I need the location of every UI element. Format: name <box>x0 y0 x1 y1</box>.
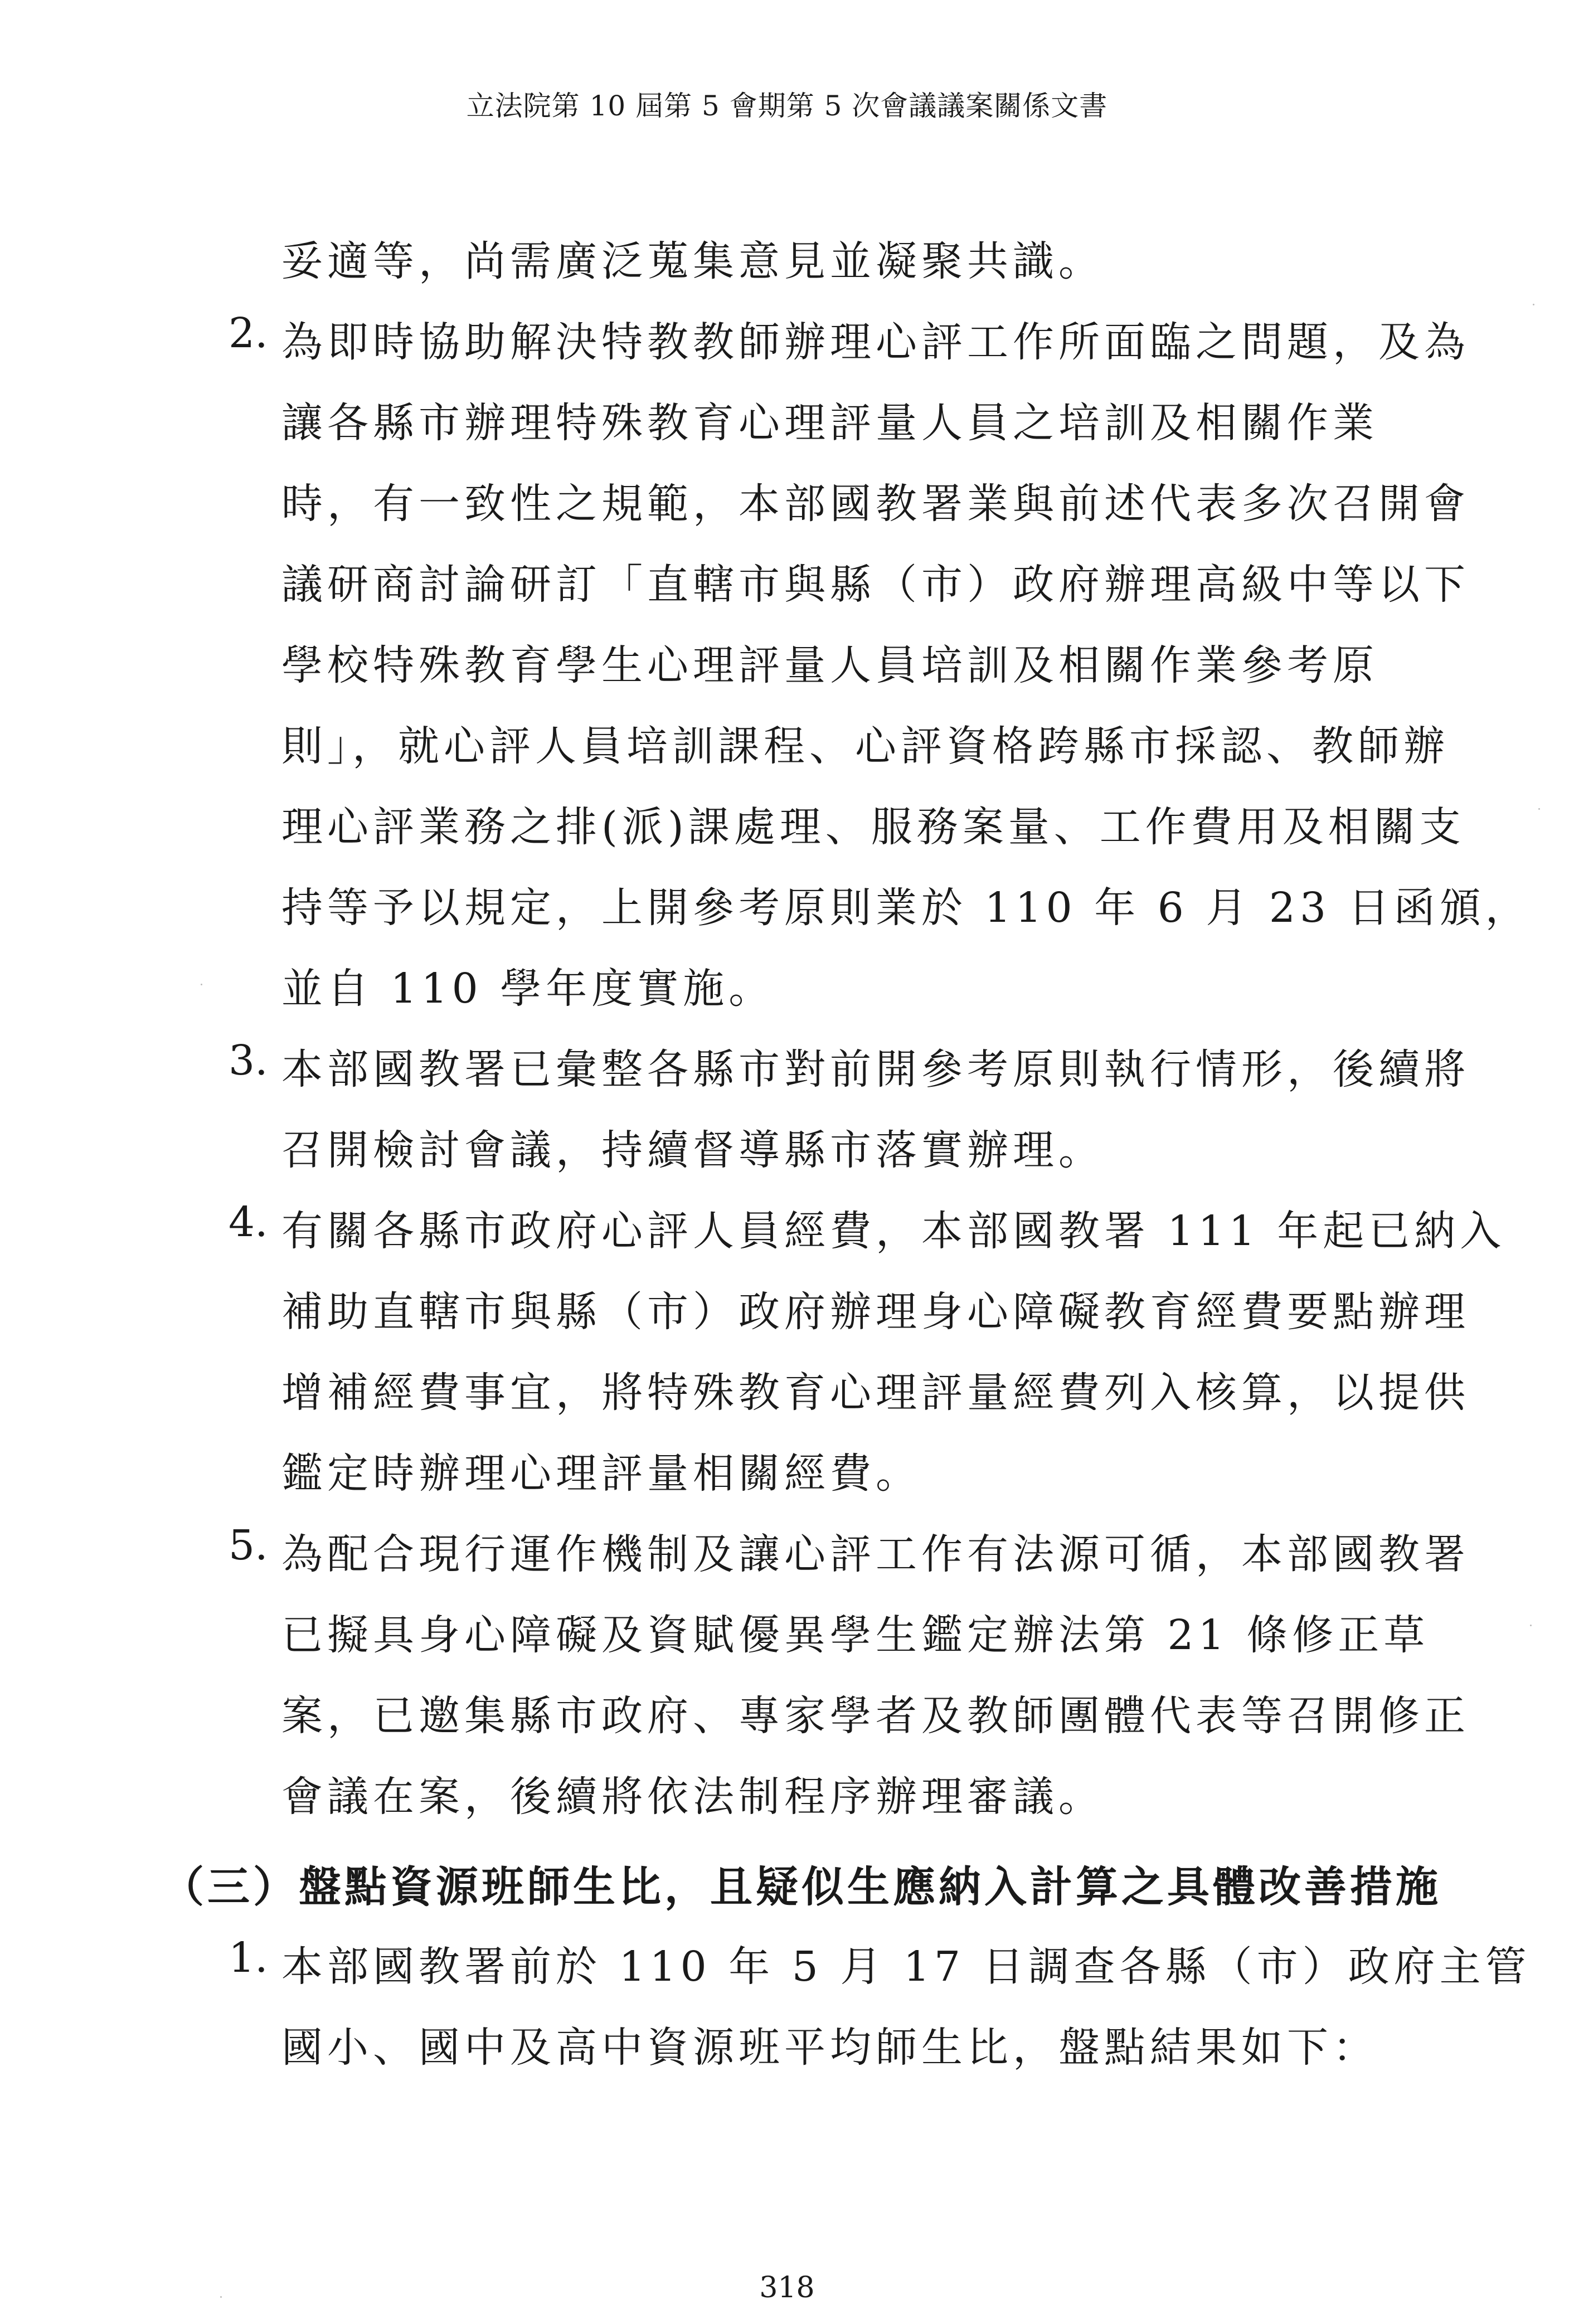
item-line: 並自 110 學年度實施。 <box>281 965 775 1013</box>
item-number: 3. <box>229 1037 268 1085</box>
item-line: 召開檢討會議，持續督導縣市落實辦理。 <box>281 1126 1104 1174</box>
item-number: 1. <box>229 1934 268 1982</box>
item-line: 讓各縣市辦理特殊教育心理評量人員之培訓及相關作業 <box>281 399 1378 447</box>
item-line: 則」，就心評人員培訓課程、心評資格跨縣市採認、教師辦 <box>281 722 1449 770</box>
item-line: 增補經費事宜，將特殊教育心理評量經費列入核算，以提供 <box>281 1369 1470 1417</box>
item-line: 國小、國中及高中資源班平均師生比，盤點結果如下： <box>281 2024 1378 2072</box>
item-line: 為配合現行運作機制及讓心評工作有法源可循，本部國教署 <box>281 1530 1470 1578</box>
scan-speck <box>1533 304 1534 305</box>
item-line: 本部國教署前於 110 年 5 月 17 日調查各縣（市）政府主管 <box>281 1943 1531 1991</box>
scan-speck <box>1538 808 1540 810</box>
item-line: 持等予以規定，上開參考原則業於 110 年 6 月 23 日函頒， <box>281 884 1531 932</box>
item-line: 為即時協助解決特教教師辦理心評工作所面臨之問題，及為 <box>281 318 1470 366</box>
item-line: 有關各縣市政府心評人員經費，本部國教署 111 年起已納入 <box>281 1207 1506 1255</box>
item-number: 4. <box>229 1198 268 1246</box>
scan-speck <box>220 2296 222 2298</box>
item-line: 學校特殊教育學生心理評量人員培訓及相關作業參考原 <box>281 641 1378 689</box>
page-number: 318 <box>759 2271 815 2304</box>
item-line: 時，有一致性之規範，本部國教署業與前述代表多次召開會 <box>281 480 1470 528</box>
item-number: 2. <box>229 309 268 357</box>
item-line: 補助直轄市與縣（市）政府辦理身心障礙教育經費要點辦理 <box>281 1288 1470 1336</box>
item-line: 理心評業務之排(派)課處理、服務案量、工作費用及相關支 <box>281 803 1465 851</box>
item-line: 案，已邀集縣市政府、專家學者及教師團體代表等召開修正 <box>281 1692 1470 1740</box>
item-line: 會議在案，後續將依法制程序辦理審議。 <box>281 1773 1104 1821</box>
item-line: 議研商討論研訂「直轄市與縣（市）政府辦理高級中等以下 <box>281 561 1470 609</box>
scan-speck <box>1530 1625 1532 1626</box>
item-number: 5. <box>229 1521 268 1569</box>
document-header: 立法院第 10 屆第 5 會期第 5 次會議議案關係文書 <box>466 90 1108 122</box>
continuation-line: 妥適等，尚需廣泛蒐集意見並凝聚共識。 <box>281 237 1104 285</box>
scan-speck <box>201 984 202 985</box>
item-line: 已擬具身心障礙及資賦優異學生鑑定辦法第 21 條修正草 <box>281 1611 1430 1659</box>
item-line: 鑑定時辦理心理評量相關經費。 <box>281 1450 921 1498</box>
item-line: 本部國教署已彙整各縣市對前開參考原則執行情形，後續將 <box>281 1046 1470 1093</box>
section-heading: （三）盤點資源班師生比，且疑似生應納入計算之具體改善措施 <box>162 1862 1441 1912</box>
